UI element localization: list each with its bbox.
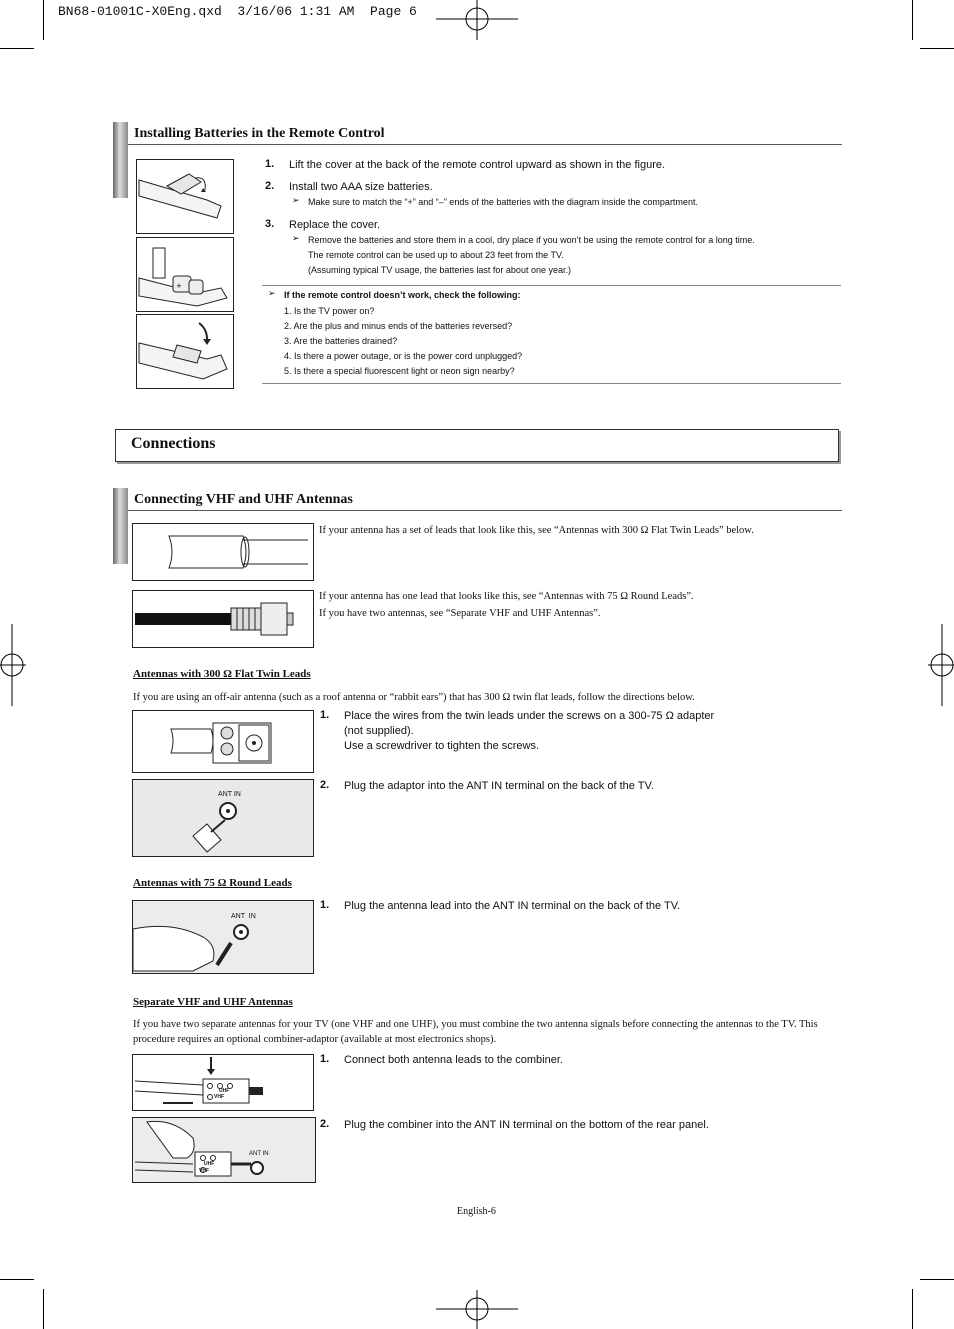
section-tab-bar	[113, 122, 128, 198]
flat-leads-desc: If you are using an off-air antenna (such as a roof antenna or “rabbit ears”) that has 300 Ω twin flat leads, follow the directions below.	[133, 692, 695, 703]
crop-mark	[0, 48, 34, 49]
registration-mark-left	[0, 624, 26, 706]
check-item: 4. Is there a power outage, or is the power cord unplugged?	[284, 351, 523, 361]
batteries-rule	[128, 144, 842, 145]
check-title: If the remote control doesn’t work, check the following:	[284, 290, 521, 300]
ant-in-adapter-figure	[132, 779, 314, 857]
step-text: Place the wires from the twin leads under the screws on a 300-75 Ω adapter	[344, 710, 715, 722]
step-text: Connect both antenna leads to the combiner.	[344, 1054, 563, 1066]
check-item: 5. Is there a special fluorescent light or neon sign nearby?	[284, 366, 515, 376]
connections-banner	[115, 429, 839, 462]
adapter-illustration	[133, 711, 313, 772]
uhf-label: UHF	[204, 1161, 215, 1167]
registration-mark-top	[436, 0, 518, 40]
step-number: 2.	[265, 180, 275, 192]
page-footer: English-6	[457, 1206, 496, 1217]
step-note: (Assuming typical TV usage, the batteries last for about one year.)	[308, 265, 571, 275]
flat-twin-lead-illustration	[133, 524, 313, 580]
round-leads-heading: Antennas with 75 Ω Round Leads	[133, 877, 292, 889]
round-lead-illustration	[133, 591, 313, 647]
remote-open-cover-figure	[136, 159, 234, 234]
separate-heading: Separate VHF and UHF Antennas	[133, 996, 293, 1008]
registration-mark-bottom	[436, 1290, 518, 1329]
ant-in-label: ANT IN	[231, 913, 256, 920]
crop-mark	[912, 1289, 913, 1329]
flat-twin-lead-figure	[132, 523, 314, 581]
batteries-title: Installing Batteries in the Remote Control	[134, 126, 385, 141]
step-text: Plug the combiner into the ANT IN terminal on the bottom of the rear panel.	[344, 1119, 709, 1131]
combiner-ant-in-illustration	[133, 1118, 315, 1182]
crop-mark	[43, 1289, 44, 1329]
step-note: Remove the batteries and store them in a cool, dry place if you won’t be using the remote control for a long time.	[308, 235, 755, 245]
adapter-figure	[132, 710, 314, 773]
step-number: 1.	[320, 1053, 330, 1065]
check-box-top-rule	[262, 285, 841, 286]
remote-replace-cover-figure	[136, 314, 234, 389]
step-note: The remote control can be used up to about 23 feet from the TV.	[308, 250, 564, 260]
step-number: 3.	[265, 218, 275, 230]
check-item: 1. Is the TV power on?	[284, 306, 375, 316]
flat-leads-heading: Antennas with 300 Ω Flat Twin Leads	[133, 668, 311, 680]
combiner-illustration	[133, 1055, 313, 1110]
step-number: 1.	[320, 899, 330, 911]
crop-mark	[920, 1279, 954, 1280]
remote-replace-cover-illustration	[137, 315, 233, 388]
step-number: 2.	[320, 1118, 330, 1130]
combiner-ant-in-figure	[132, 1117, 316, 1183]
crop-mark	[920, 48, 954, 49]
round-lead-figure	[132, 590, 314, 648]
note-arrow-icon: ➢	[292, 234, 300, 244]
crop-mark	[43, 0, 44, 40]
step-number: 1.	[265, 158, 275, 170]
check-item: 2. Are the plus and minus ends of the batteries reversed?	[284, 321, 513, 331]
round-lead-plug-figure	[132, 900, 314, 974]
vhf-label: VHF	[199, 1168, 209, 1174]
remote-batteries-figure	[136, 237, 234, 312]
step-text: Plug the adaptor into the ANT IN terminal on the back of the TV.	[344, 780, 654, 792]
print-header: BN68-01001C-X0Eng.qxd 3/16/06 1:31 AM Page 6	[58, 4, 417, 19]
connections-title: Connections	[131, 435, 216, 452]
step-text: (not supplied).	[344, 725, 414, 737]
crop-mark	[0, 1279, 34, 1280]
step-text: Use a screwdriver to tighten the screws.	[344, 740, 540, 752]
intro-round-text: If your antenna has one lead that looks like this, see “Antennas with 75 Ω Round Leads”.	[319, 591, 694, 602]
registration-mark-right	[928, 624, 954, 706]
step-text: Replace the cover.	[289, 219, 381, 231]
ant-in-label: ANT IN	[218, 791, 241, 798]
intro-flat-text: If your antenna has a set of leads that look like this, see “Antennas with 300 Ω Flat Twin Leads” below.	[319, 525, 754, 536]
uhf-label: UHF	[219, 1088, 230, 1094]
remote-open-cover-illustration	[137, 160, 233, 233]
crop-mark	[912, 0, 913, 40]
step-text: Plug the antenna lead into the ANT IN terminal on the back of the TV.	[344, 900, 681, 912]
step-text: Lift the cover at the back of the remote control upward as shown in the figure.	[289, 159, 666, 171]
step-note: Make sure to match the “+” and “–” ends of the batteries with the diagram inside the compartment.	[308, 197, 698, 207]
svg-text:+: +	[176, 282, 182, 290]
remote-batteries-illustration	[137, 238, 233, 311]
check-box-bottom-rule	[262, 383, 841, 384]
check-item: 3. Are the batteries drained?	[284, 336, 398, 346]
step-number: 1.	[320, 709, 330, 721]
note-arrow-icon: ➢	[292, 196, 300, 206]
combiner-figure	[132, 1054, 314, 1111]
vhf-label: VHF	[214, 1094, 224, 1100]
ant-in-label: ANT IN	[249, 1151, 269, 1157]
separate-desc: If you have two separate antennas for your TV (one VHF and one UHF), you must combine the two antenna signals before connecting the antennas to the TV. This procedure requires an optional combiner-adaptor (available at most electronics shops).	[133, 1019, 818, 1045]
note-arrow-icon: ➢	[268, 289, 276, 299]
antennas-title: Connecting VHF and UHF Antennas	[134, 492, 353, 507]
section-tab-bar	[113, 488, 128, 564]
round-lead-plug-illustration	[133, 901, 313, 973]
step-number: 2.	[320, 779, 330, 791]
intro-separate-text: If you have two antennas, see “Separate VHF and UHF Antennas”.	[319, 608, 601, 619]
step-text: Install two AAA size batteries.	[289, 181, 433, 193]
antennas-rule	[128, 510, 842, 511]
ant-in-adapter-illustration	[133, 780, 313, 856]
